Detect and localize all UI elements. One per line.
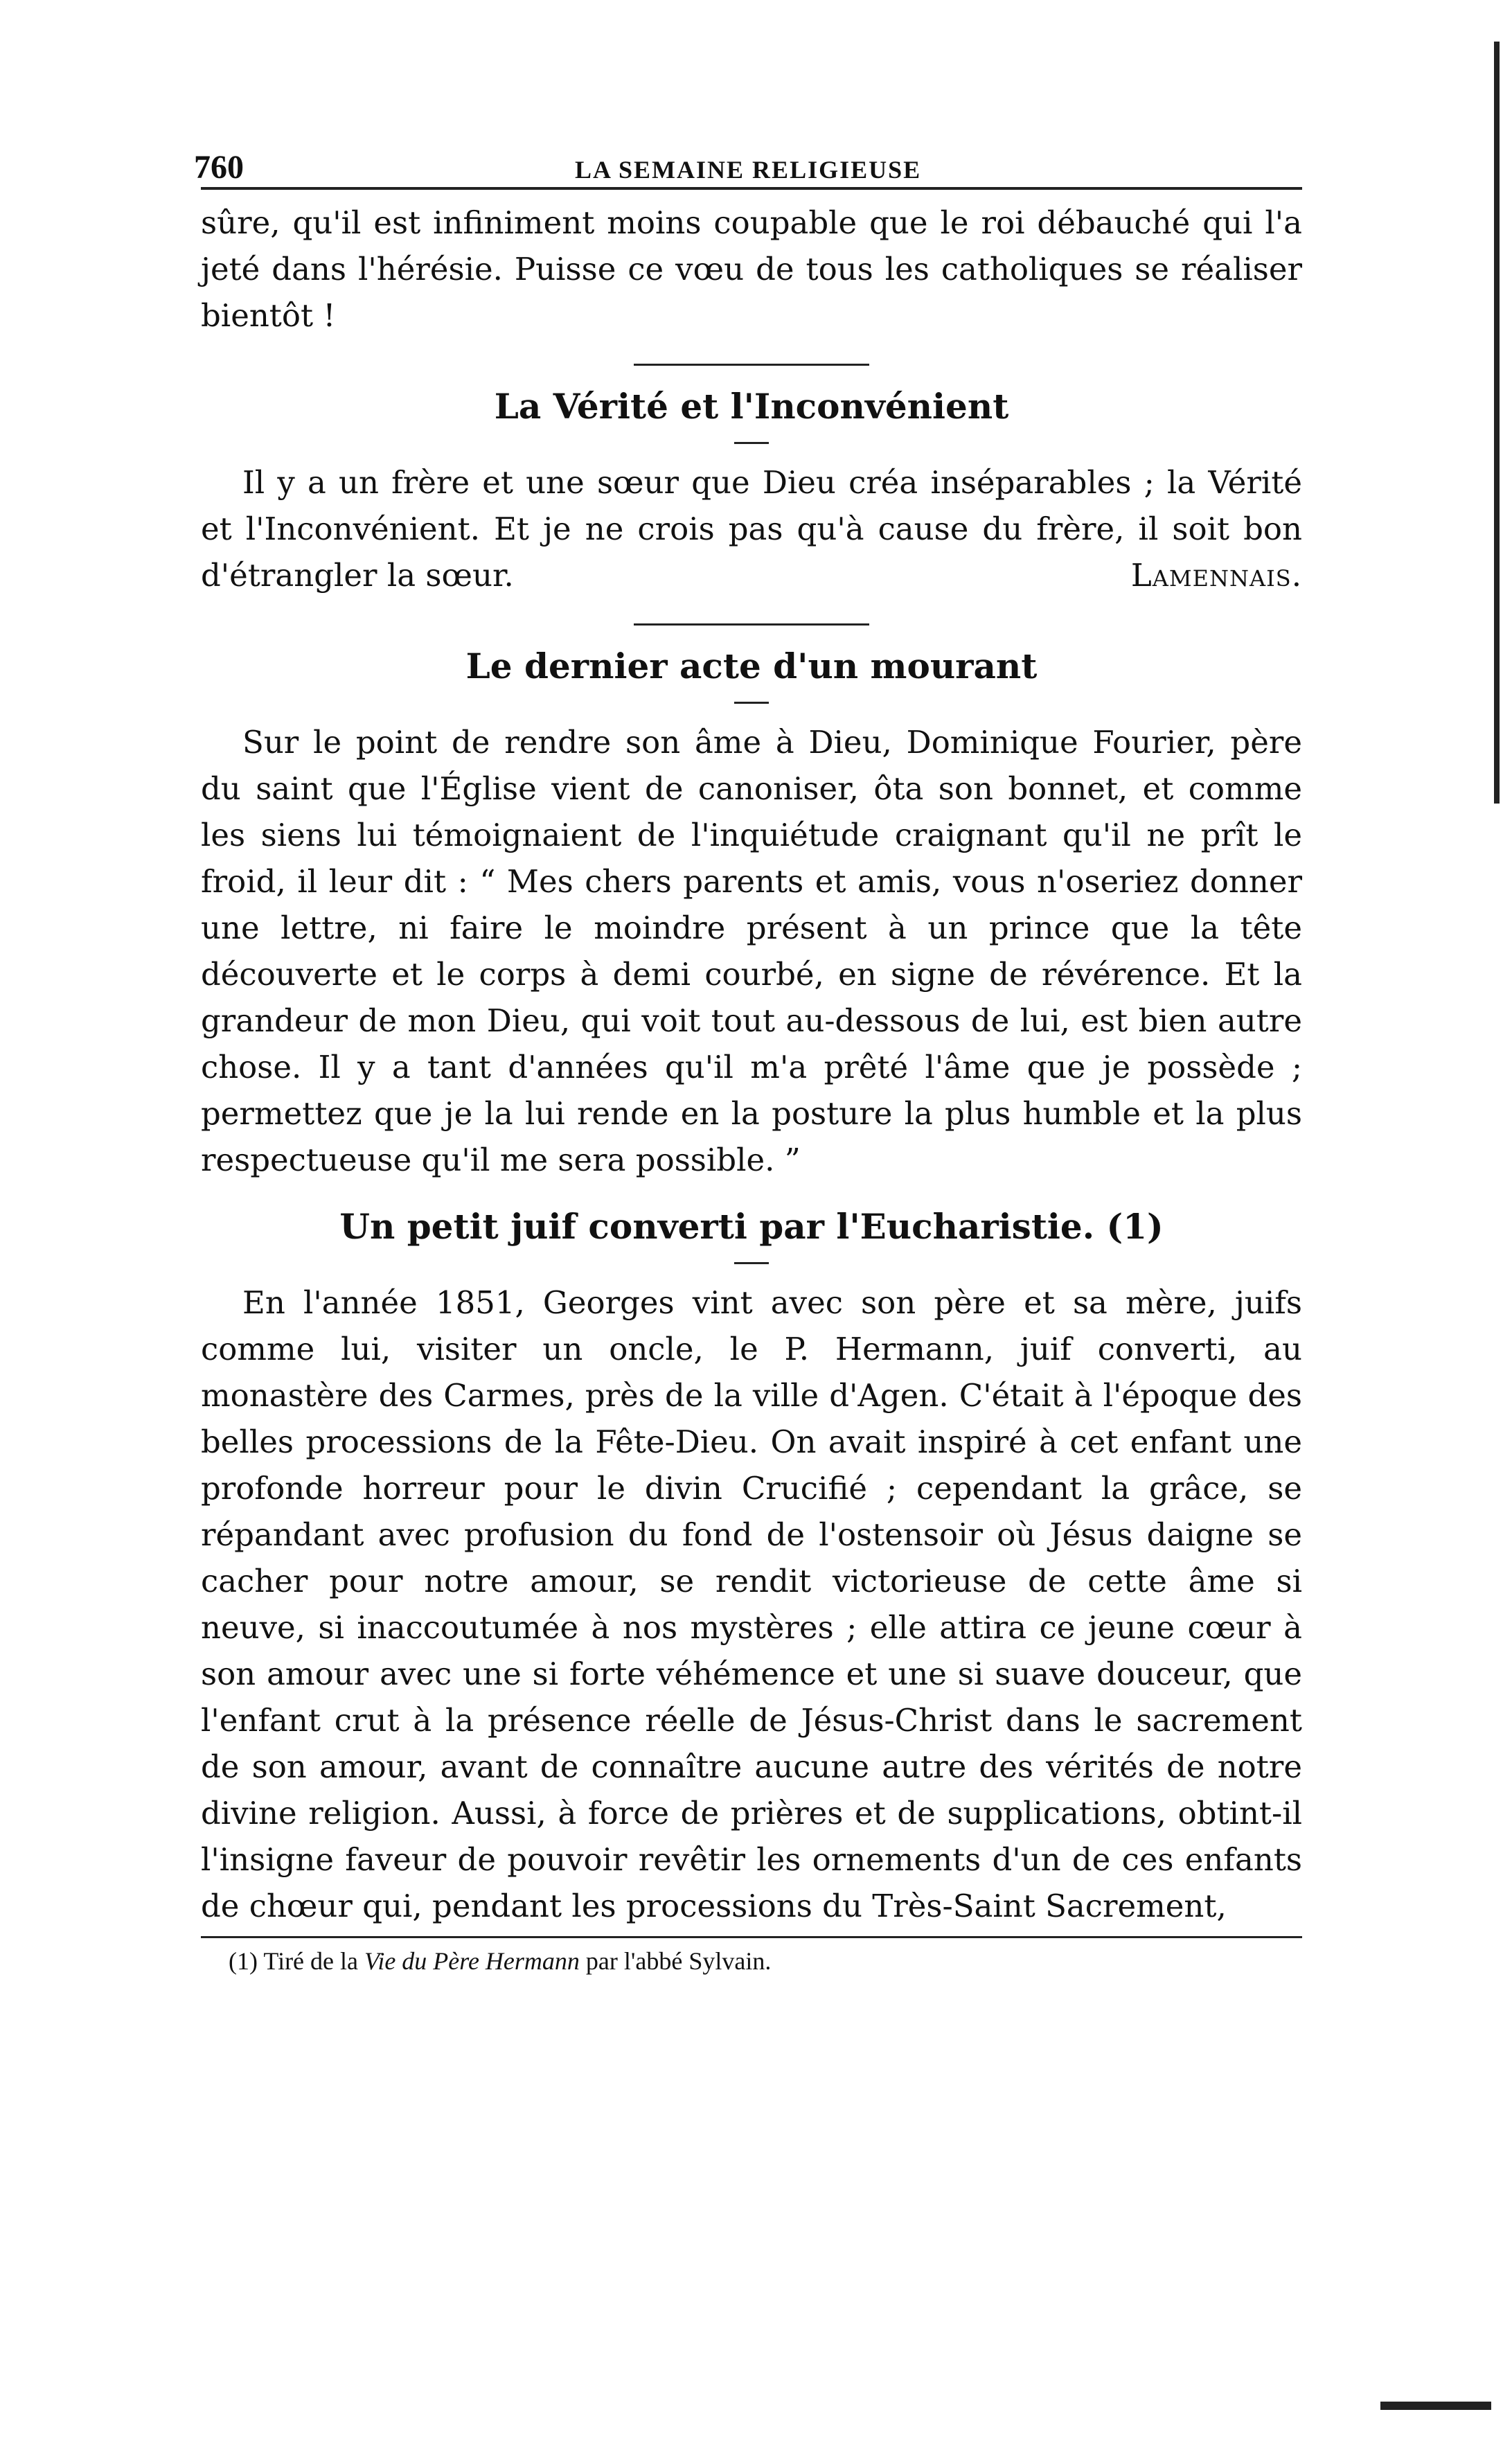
header-rule: [201, 187, 1302, 190]
footnote-marker: (1): [229, 1947, 258, 1975]
title-dash: [734, 1262, 769, 1264]
section-title-mourant: Le dernier acte d'un mourant: [465, 646, 1038, 686]
footnote: [201, 1945, 1302, 1977]
section-title-verite: La Vérité et l'Inconvénient: [494, 386, 1009, 427]
page-number: 760: [194, 149, 244, 186]
footnote-text-after: par l'abbé Sylvain.: [585, 1947, 772, 1975]
title-dash: [734, 442, 769, 444]
footnote-rule: [201, 1936, 1302, 1938]
document-page: [194, 139, 1302, 1977]
title-dash: [734, 702, 769, 704]
section-paragraph-eucharistie: En l'année 1851, Georges vint avec son père et sa mère, juifs comme lui, visiter un oncle, le P. Hermann, juif converti, au monastère des Carmes, près de la ville d'Agen. C'était à l'époque des belles processions de la Fête-Dieu. On avait inspiré à cet enfant une profonde horreur pour le divin Crucifié ; cependant la grâce, se répandant avec profusion du fond de l'ostensoir où Jésus daigne se cacher pour notre amour, se rendit victorieuse de cette âme si neuve, si inaccoutumée à nos mystères ; elle attira ce jeune cœur à son amour avec une si forte véhémence et une si suave douceur, que l'enfant crut à la présence réelle de Jésus-Christ dans le sacrement de son amour, avant de connaître aucune autre des vérités de notre divine religion. Aussi, à force de prières et de supplications, obtint-il l'insigne faveur de pouvoir revêtir les ornements d'un de ces enfants de chœur qui, pendant les processions du Très-Saint Sacrement,: [201, 1284, 1302, 1924]
section-paragraph-verite-text: Il y a un frère et une sœur que Dieu créa inséparables ; la Vérité et l'Inconvénient. Et je ne crois pas qu'à cause du frère, il soit bon d'étrangler la sœur.: [201, 464, 1302, 594]
section-paragraph-verite: [201, 459, 1302, 598]
footnote-book-title: Vie du Père Hermann: [364, 1947, 580, 1975]
running-head: LA SEMAINE RELIGIEUSE: [575, 156, 922, 184]
intro-paragraph: sûre, qu'il est infiniment moins coupable que le roi débauché qui l'a jeté dans l'hérésie. Puisse ce vœu de tous les catholiques se réaliser bientôt !: [201, 204, 1302, 334]
section-title-eucharistie: Un petit juif converti par l'Eucharistie. (1): [339, 1206, 1164, 1247]
page-header: [194, 139, 1302, 187]
author-signature: Lamennais.: [1130, 557, 1302, 594]
section-separator: [634, 364, 869, 366]
page-edge-mark: [1494, 42, 1500, 804]
page-bottom-mark: [1380, 2402, 1491, 2410]
section-paragraph-mourant: Sur le point de rendre son âme à Dieu, Dominique Fourier, père du saint que l'Église vient de canoniser, ôta son bonnet, et comme les siens lui témoignaient de l'inquiétude craignant qu'il ne prît le froid, il leur dit : “ Mes chers parents et amis, vous n'oseriez donner une lettre, ni faire le moindre présent à un prince que la tête découverte et le corps à demi courbé, en signe de révérence. Et la grandeur de mon Dieu, qui voit tout au-dessous de lui, est bien autre chose. Il y a tant d'années qu'il m'a prêté l'âme que je possède ; permettez que je la lui rende en la posture la plus humble et la plus respectueuse qu'il me sera possible. ”: [201, 724, 1302, 1178]
section-separator: [634, 623, 869, 626]
footnote-text-before: Tiré de la: [263, 1947, 358, 1975]
